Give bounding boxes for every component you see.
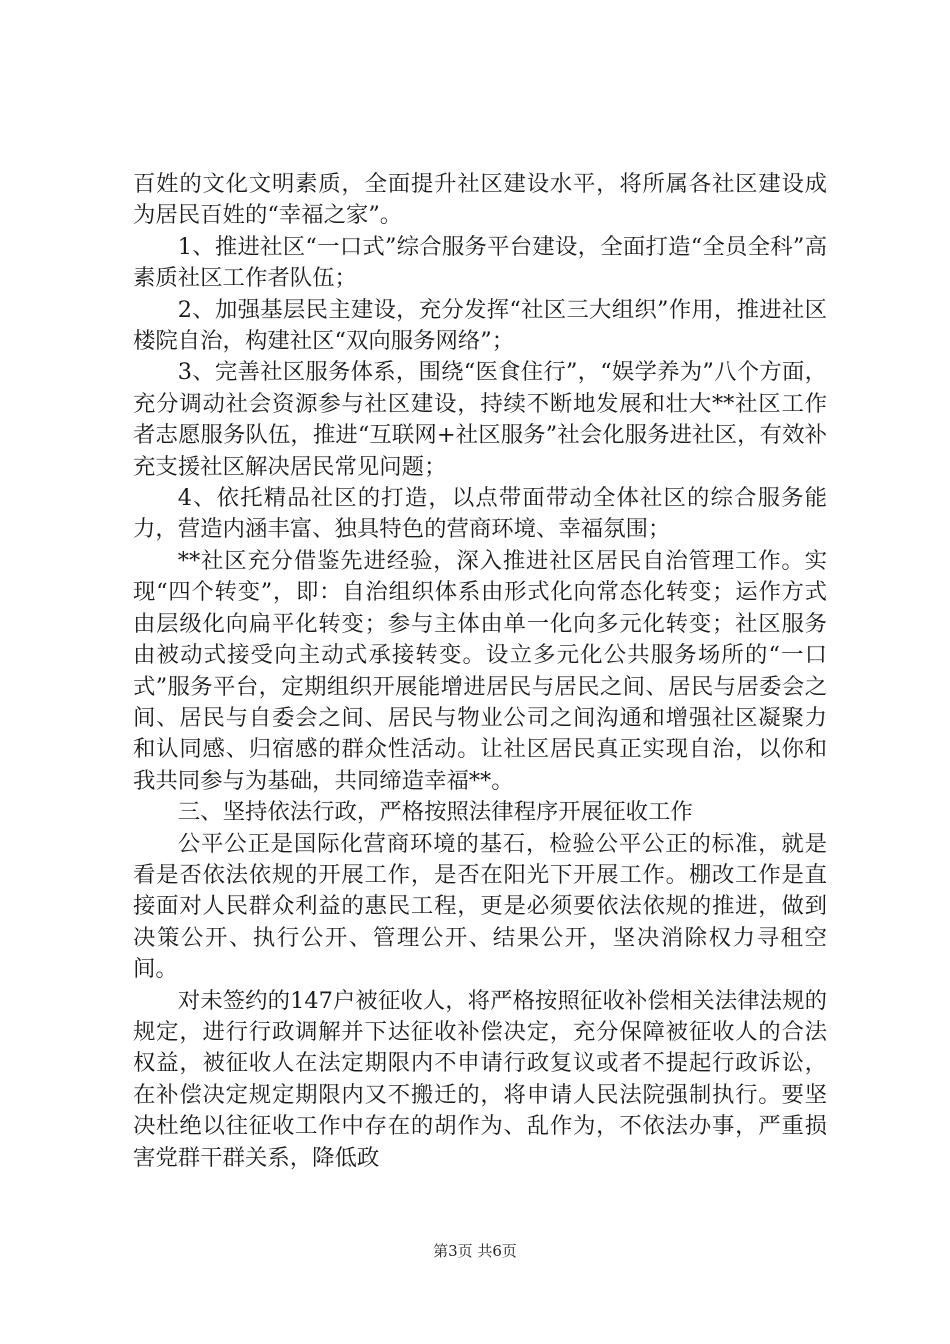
page-number-footer: 第3页 共6页 [433,1242,517,1260]
paragraph-4: 3、完善社区服务体系，围绕“医食住行”，“娱学养为”八个方面，充分调动社会资源参与社区建设，持续不断地发展和壮大**社区工作者志愿服务队伍，推进“互联网+社区服务”社会化服务进社区，有效补充支援社区解决居民常见问题； [133,359,827,480]
document-body [133,169,827,1174]
paragraph-2: 1、推进社区“一口式”综合服务平台建设，全面打造“全员全科”高素质社区工作者队伍； [133,233,827,292]
paragraph-5: 4、依托精品社区的打造，以点带面带动全体社区的综合服务能力，营造内涵丰富、独具特色的营商环境、幸福氛围； [133,485,827,543]
paragraph-9: 对未签约的147户被征收人，将严格按照征收补偿相关法律法规的规定，进行行政调解并下达征收补偿决定，充分保障被征收人的合法权益，被征收人在法定期限内不申请行政复议或者不提起行政诉讼，在补偿决定规定期限内又不搬迁的，将申请人民法院强制执行。要坚决杜绝以往征收工作中存在的胡作为、乱作为，不依法办事，严重损害党群干群关系，降低政 [133,987,827,1171]
paragraph-6: **社区充分借鉴先进经验，深入推进社区居民自治管理工作。实现“四个转变”，即：自治组织体系由形式化向常态化转变；运作方式由层级化向扁平化转变；参与主体由单一化向多元化转变；社区服务由被动式接受向主动式承接转变。设立多元化公共服务场所的“一口式”服务平台，定期组织开展能增进居民与居民之间、居民与居委会之间、居民与自委会之间、居民与物业公司之间沟通和增强社区凝聚力和认同感、归宿感的群众性活动。让社区居民真正实现自治，以你和我共同参与为基础，共同缔造幸福**。 [133,547,827,794]
paragraph-3: 2、加强基层民主建设，充分发挥“社区三大组织”作用，推进社区楼院自治，构建社区“双向服务网络”； [133,296,827,355]
paragraph-1: 百姓的文化文明素质，全面提升社区建设水平，将所属各社区建设成为居民百姓的“幸福之家”。 [133,171,827,229]
paragraph-8: 公平公正是国际化营商环境的基石，检验公平公正的标准，就是看是否依法依规的开展工作，是否在阳光下开展工作。棚改工作是直接面对人民群众利益的惠民工程，更是必须要依法依规的推进，做到决策公开、执行公开、管理公开、结果公开，坚决消除权力寻租空间。 [133,830,827,983]
section-heading: 三、坚持依法行政，严格按照法律程序开展征收工作 [177,799,693,826]
